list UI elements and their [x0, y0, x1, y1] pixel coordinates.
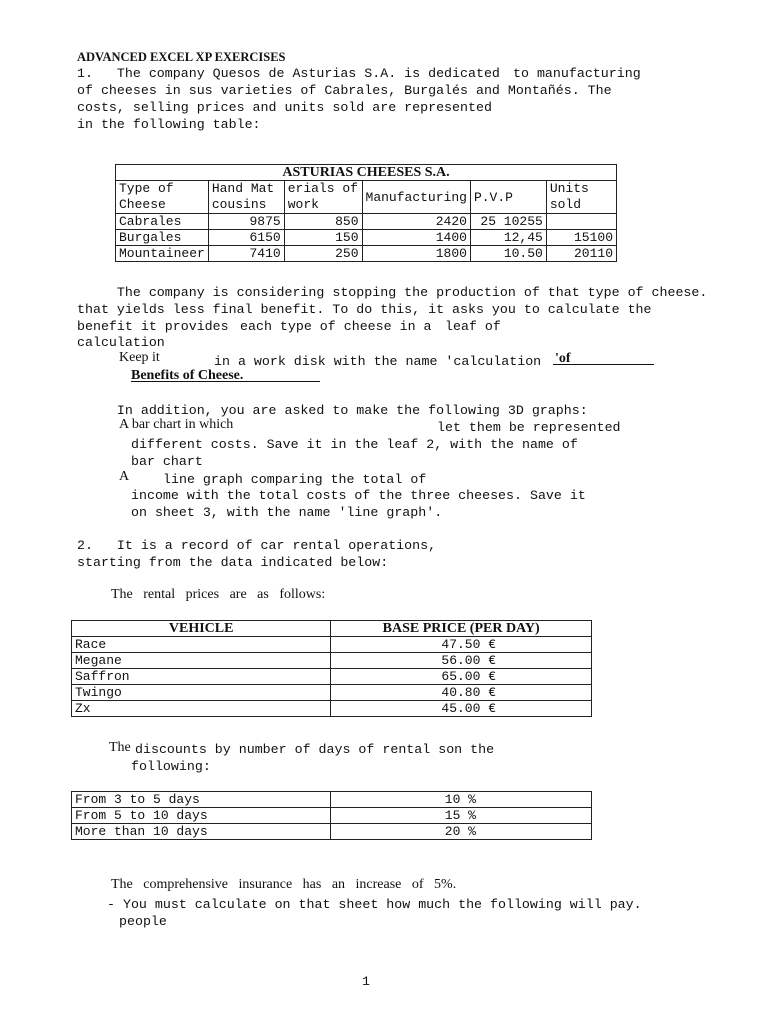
- para2-line-2: income with the total costs of the three cheeses. Save it: [131, 488, 586, 503]
- cheese-col-header-hand: Hand Mat cousins: [208, 181, 284, 214]
- cheese-cell: [546, 214, 616, 230]
- cheese-col-header-pvp: P.V.P: [470, 181, 546, 214]
- para1-line-3a: benefit it provides: [77, 319, 229, 334]
- para2-bar-line-2: different costs. Save it in the leaf 2, with the name of: [131, 437, 578, 452]
- cheese-table: [115, 164, 617, 262]
- rental-table: [71, 620, 592, 717]
- ex2-prices-intro: The rental prices are as follows:: [111, 587, 326, 602]
- cheese-cell: 6150: [208, 230, 284, 246]
- cheese-col-header-materials: erials of work: [284, 181, 362, 214]
- para2-line-3: on sheet 3, with the name 'line graph'.: [131, 505, 443, 520]
- rental-row: [72, 669, 592, 685]
- cheese-cell: 15100: [546, 230, 616, 246]
- discount-row: [72, 808, 592, 824]
- para1-line-2: that yields less final benefit. To do this, it asks you to calculate the: [77, 302, 652, 317]
- rental-row: [72, 653, 592, 669]
- rental-row: [72, 685, 592, 701]
- rental-cell: Saffron: [72, 669, 331, 685]
- rental-cell: Twingo: [72, 685, 331, 701]
- cheese-row: [116, 214, 617, 230]
- discount-row: [72, 792, 592, 808]
- para2-bar-intro: A bar chart in which: [119, 417, 234, 432]
- ex2-line-1: 2. It is a record of car rental operations,: [77, 538, 437, 553]
- underline-rule: [553, 364, 654, 365]
- discount-cell: From 5 to 10 days: [72, 808, 331, 824]
- cheese-table-title: ASTURIAS CHEESES S.A.: [116, 165, 617, 181]
- rental-row: [72, 701, 592, 717]
- para1-keep-of: 'of: [555, 351, 571, 366]
- para1-line-3b: each type of cheese in a: [240, 319, 432, 334]
- rental-cell: 45.00 €: [331, 701, 592, 717]
- discounts-table: [71, 791, 592, 840]
- cheese-cell: Cabrales: [116, 214, 209, 230]
- para1-keep-rest: in a work disk with the name 'calculation: [214, 354, 542, 369]
- page-number: 1: [362, 974, 370, 989]
- document-heading: ADVANCED EXCEL XP EXERCISES: [77, 50, 286, 64]
- discount-cell: 20 %: [331, 824, 592, 840]
- para2-bar-line-3: bar chart: [131, 454, 203, 469]
- ex2-line-2: starting from the data indicated below:: [77, 555, 389, 570]
- discount-cell: 15 %: [331, 808, 592, 824]
- rental-cell: Zx: [72, 701, 331, 717]
- discount-cell: 10 %: [331, 792, 592, 808]
- cheese-cell: 7410: [208, 246, 284, 262]
- rental-cell: 47.50 €: [331, 637, 592, 653]
- discounts-intro-b: discounts by number of days of rental son the: [135, 742, 495, 757]
- ex1-line-3: costs, selling prices and units sold are represented: [77, 100, 492, 115]
- para2-line-1: In addition, you are asked to make the following 3D graphs:: [77, 403, 588, 418]
- rental-cell: 40.80 €: [331, 685, 592, 701]
- rental-cell: Megane: [72, 653, 331, 669]
- cheese-col-header-type: Type of Cheese: [116, 181, 209, 214]
- cheese-cell: 2420: [362, 214, 470, 230]
- rental-col-header-price: BASE PRICE (PER DAY): [331, 621, 592, 637]
- cheese-col-header-units: Units sold: [546, 181, 616, 214]
- discounts-intro-c: following:: [131, 759, 211, 774]
- underline-rule: [131, 381, 320, 382]
- cheese-row: [116, 246, 617, 262]
- para1-line-4: calculation: [77, 335, 165, 350]
- cheese-cell: 150: [284, 230, 362, 246]
- rental-row: [72, 637, 592, 653]
- ex1-line-1b: to manufacturing: [513, 66, 641, 81]
- cheese-cell: 25 10255: [470, 214, 546, 230]
- cheese-cell: 1800: [362, 246, 470, 262]
- insurance-note: The comprehensive insurance has an increase of 5%.: [111, 877, 457, 892]
- cheese-cell: 850: [284, 214, 362, 230]
- para1-benefits: Benefits of Cheese.: [131, 368, 244, 383]
- cheese-row: [116, 230, 617, 246]
- discount-row: [72, 824, 592, 840]
- cheese-cell: 20110: [546, 246, 616, 262]
- rental-cell: 56.00 €: [331, 653, 592, 669]
- cheese-cell: Mountaineer: [116, 246, 209, 262]
- cheese-cell: Burgales: [116, 230, 209, 246]
- ex1-line-2: of cheeses in sus varieties of Cabrales, Burgalés and Montañés. The: [77, 83, 612, 98]
- cheese-cell: 1400: [362, 230, 470, 246]
- bullet-line-1: - You must calculate on that sheet how much the following will pay.: [107, 897, 642, 912]
- para1-line-1: The company is considering stopping the production of that type of cheese.: [77, 285, 708, 300]
- rental-cell: Race: [72, 637, 331, 653]
- cheese-cell: 9875: [208, 214, 284, 230]
- para2-line-a: A: [119, 469, 130, 484]
- para1-line-3c: leaf of: [445, 319, 501, 334]
- cheese-col-header-manufacturing: Manufacturing: [362, 181, 470, 214]
- para1-keep: Keep it: [119, 350, 160, 365]
- discount-cell: More than 10 days: [72, 824, 331, 840]
- discount-cell: From 3 to 5 days: [72, 792, 331, 808]
- cheese-cell: 250: [284, 246, 362, 262]
- cheese-cell: 12,45: [470, 230, 546, 246]
- discounts-intro-a: The: [109, 740, 131, 755]
- bullet-line-2: people: [119, 914, 167, 929]
- para2-bar-rest: let them be represented: [437, 420, 621, 435]
- cheese-cell: 10.50: [470, 246, 546, 262]
- rental-cell: 65.00 €: [331, 669, 592, 685]
- ex1-line-1a: 1. The company Quesos de Asturias S.A. is dedicated: [77, 66, 500, 81]
- ex1-line-4: in the following table:: [77, 117, 261, 132]
- para2-line-rest: line graph comparing the total of: [163, 472, 427, 487]
- rental-col-header-vehicle: VEHICLE: [72, 621, 331, 637]
